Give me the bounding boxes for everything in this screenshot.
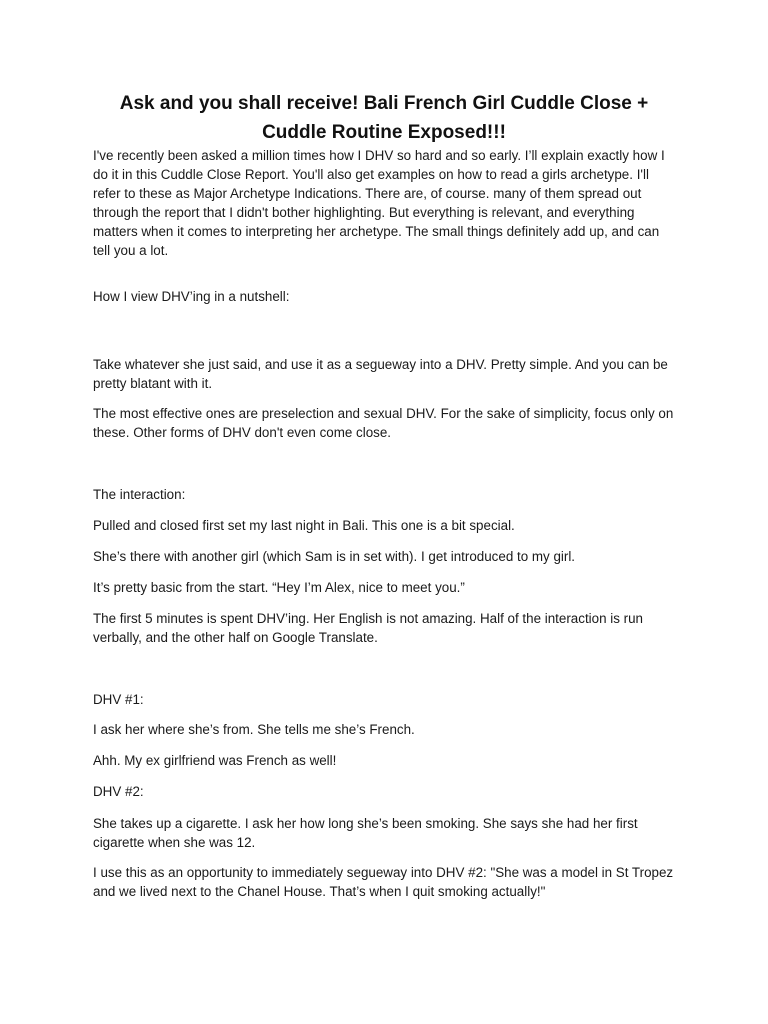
paragraph-first-minutes: The first 5 minutes is spent DHV’ing. Her English is not amazing. Half of the interaction is run verbally, and the other half on Google Translate. (93, 611, 644, 645)
paragraph-cigarette: She takes up a cigarette. I ask her how long she’s been smoking. She says she had her first cigarette when she was 12. (93, 816, 638, 850)
section-heading-interaction: The interaction: (93, 487, 186, 502)
paragraph-where-from: I ask her where she’s from. She tells me she’s French. (93, 722, 415, 737)
section-heading-dhv-2: DHV #2: (93, 784, 144, 799)
section-heading-nutshell: How I view DHV’ing in a nutshell: (93, 289, 290, 304)
paragraph-segueway: Take whatever she just said, and use it as a segueway into a DHV. Pretty simple. And you can be pretty blatant with it. (93, 357, 668, 391)
section-heading-dhv-1: DHV #1: (93, 692, 144, 707)
paragraph-pulled: Pulled and closed first set my last night in Bali. This one is a bit special. (93, 518, 515, 533)
paragraph-opportunity: I use this as an opportunity to immediately segueway into DHV #2: "She was a model in St Tropez and we lived next to the Chanel House. That’s when I quit smoking actually!" (93, 865, 674, 899)
paragraph-effective: The most effective ones are preselection and sexual DHV. For the sake of simplicity, focus only on these. Other forms of DHV don't even come close. (93, 406, 674, 440)
paragraph-introduced: She’s there with another girl (which Sam is in set with). I get introduced to my girl. (93, 549, 576, 564)
document-title: Ask and you shall receive! Bali French Girl Cuddle Close + Cuddle Routine Exposed!!! (119, 93, 649, 143)
paragraph-basic-start: It’s pretty basic from the start. “Hey I’m Alex, nice to meet you.” (93, 580, 465, 595)
paragraph-ex-girlfriend: Ahh. My ex girlfriend was French as well! (93, 753, 337, 768)
intro-paragraph: I've recently been asked a million times how I DHV so hard and so early. I’ll explain exactly how I do it in this Cuddle Close Report. You'll also get examples on how to read a girls archetype. I'll refer to these as Major Archetype Indications. There are, of course. many of them spread out through the report that I didn't bother highlighting. But everything is relevant, and everything matters when it comes to interpreting her archetype. The small things definitely add up, and can tell you a lot. (93, 148, 665, 258)
